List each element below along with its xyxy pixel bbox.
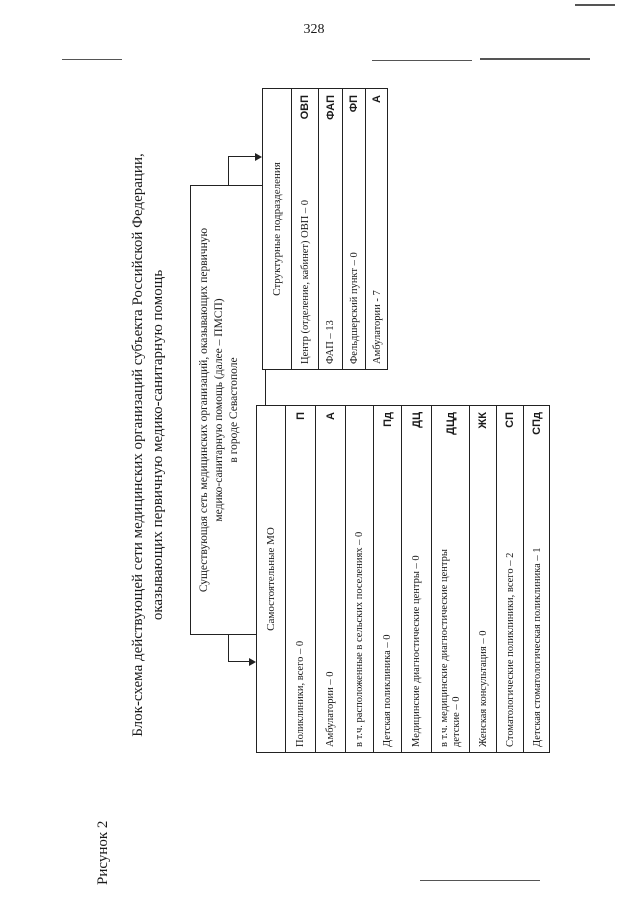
table-row: [286, 406, 316, 752]
table-row: [374, 406, 402, 752]
row-label: Поликлиники, всего – 0: [295, 640, 306, 747]
table-row: [470, 406, 497, 752]
row-code: СПд: [531, 412, 543, 435]
network-line-1: Существующая сеть медицинских организаций, оказывающих первичную: [198, 227, 210, 593]
connector-line: [228, 157, 229, 185]
table-row: [432, 406, 470, 752]
row-label: Стоматологические поликлиники, всего – 2: [504, 552, 516, 747]
row-code: ФП: [348, 95, 360, 113]
row-code: ОВП: [299, 95, 311, 120]
structural-units-panel: [262, 88, 388, 370]
table-row: [366, 89, 388, 369]
row-label: Фельдшерский пункт – 0: [348, 252, 360, 364]
row-code: ДЦ: [410, 412, 423, 428]
table-row: [524, 406, 550, 752]
connector-line: [228, 661, 249, 662]
table-row: [402, 406, 432, 752]
row-label: ФАП – 13: [325, 320, 336, 364]
row-code: ЖК: [477, 412, 489, 429]
row-code: ДЦд: [444, 412, 457, 435]
independent-mo-panel: [256, 405, 550, 753]
title-line-1: Блок-схема действующей сети медицинских организаций субъекта Российской Федерации,: [130, 153, 146, 737]
title-line-2: оказывающих первичную медико-санитарную помощь: [150, 269, 166, 621]
network-line-2: медико-санитарную помощь (далее – ПМСП): [213, 298, 225, 522]
connector-line: [228, 635, 229, 662]
row-label: Детская поликлиника – 0: [382, 634, 393, 747]
row-code: А: [371, 95, 383, 103]
independent-mo-header: Самостоятельные МО: [257, 406, 286, 752]
network-box: [190, 185, 266, 635]
row-label: в т.ч. расположенные в сельских поселениях – 0: [354, 531, 365, 747]
table-row: [319, 89, 343, 369]
row-code: А: [324, 412, 337, 420]
row-label: Медицинские диагностические центры – 0: [411, 555, 422, 747]
row-code: ФАП: [324, 95, 337, 120]
arrow-head: [255, 153, 262, 161]
table-row: [346, 406, 374, 752]
row-label: Центр (отделение, кабинет) ОВП – 0: [299, 199, 311, 364]
row-code: П: [294, 412, 307, 420]
row-label: Амбулатории - 7: [371, 290, 383, 364]
table-row: [343, 89, 366, 369]
row-code: Пд: [381, 412, 394, 427]
network-line-3: в городе Севастополе: [228, 357, 240, 463]
table-row: [497, 406, 524, 752]
row-label: в т.ч. медицинские диагностические центры детские – 0: [438, 549, 462, 747]
arrow-head: [249, 658, 256, 666]
row-label: Амбулатории – 0: [325, 671, 336, 747]
structural-units-header: Структурные подразделения: [263, 89, 292, 369]
row-code: СП: [504, 412, 516, 428]
figure-label: Рисунок 2: [95, 820, 111, 885]
table-row: [292, 89, 319, 369]
row-label: Детская стоматологическая поликлиника – 1: [531, 547, 543, 747]
table-row: [316, 406, 346, 752]
connector-line: [228, 156, 255, 157]
page-title: [128, 85, 168, 805]
row-label: Женская консультация – 0: [477, 630, 489, 747]
page-number: 328: [303, 22, 325, 37]
